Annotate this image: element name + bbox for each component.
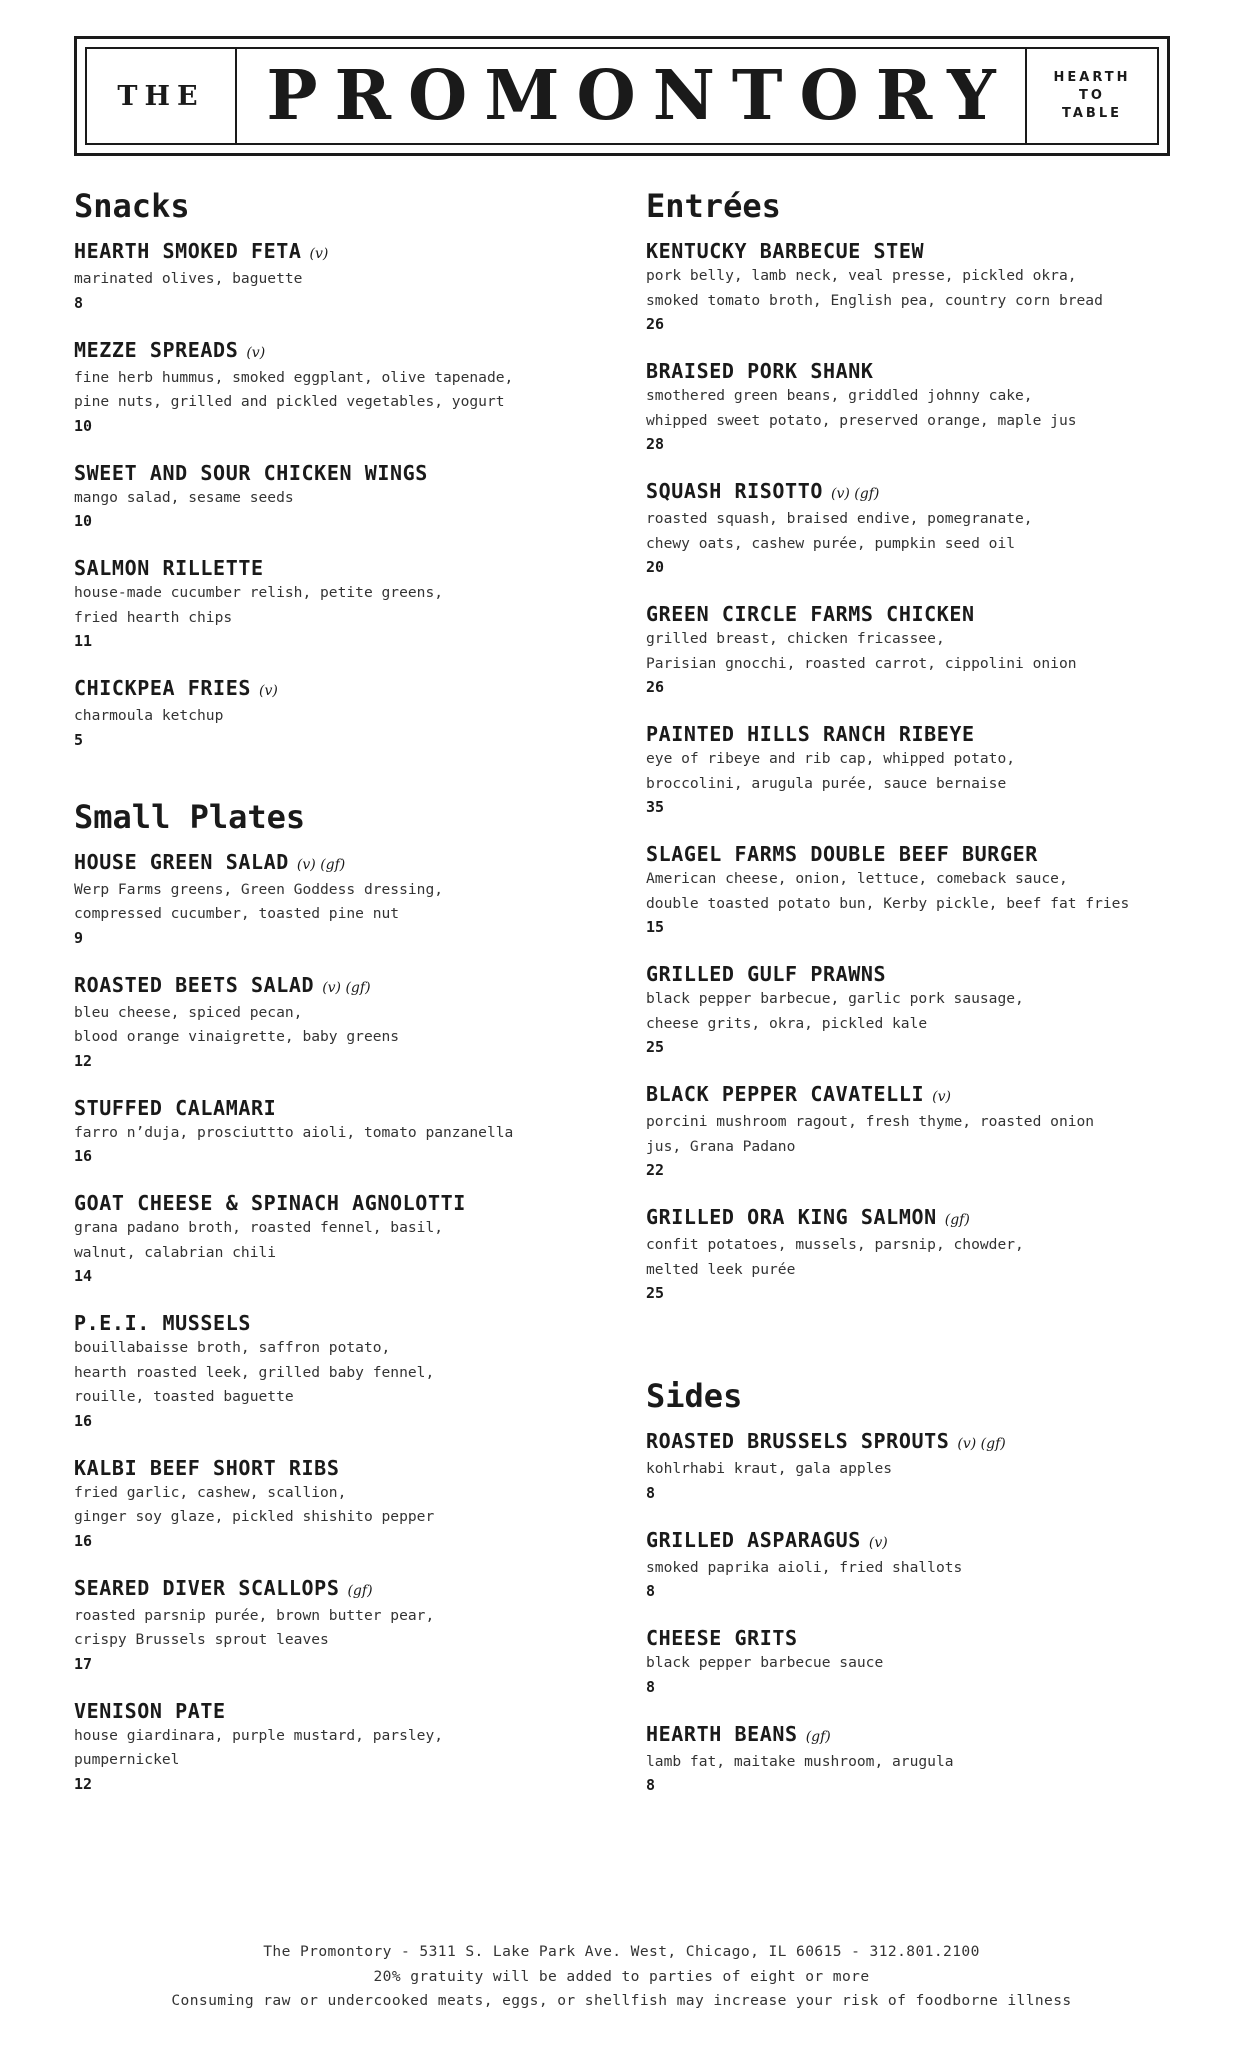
menu-item-description: eye of ribeye and rib cap, whipped potato, broccolini, arugula purée, sauce bernaise [646,750,1016,792]
menu-item-name: SLAGEL FARMS DOUBLE BEEF BURGER [646,842,1038,866]
menu-item-price: 8 [646,1677,656,1696]
menu-item-price: 12 [74,1051,93,1070]
menu-item-row [646,238,1206,264]
menu-item-description: porcini mushroom ragout, fresh thyme, roasted onion jus, Grana Padano [646,1113,1095,1155]
menu-item-price: 8 [646,1776,656,1794]
menu-item-price: 14 [74,1267,93,1285]
menu-item-description: black pepper barbecue, garlic pork sausage, cheese grits, okra, pickled kale [646,990,1024,1032]
menu-item-description: farro n’duja, prosciuttto aioli, tomato panzanella [74,1123,514,1141]
menu-item [646,1081,1206,1181]
menu-item-name: SEARED DIVER SCALLOPS [74,1575,340,1600]
menu-item-description: confit potatoes, mussels, parsnip, chowder, melted leek purée [646,1236,1024,1278]
menu-item-description: smothered green beans, griddled johnny cake, whipped sweet potato, preserved orange, maple jus [646,387,1077,429]
header-the: THE [87,49,237,143]
menu-item [74,675,634,751]
dietary-tags: (v) (gf) [957,1436,1006,1452]
menu-item-row [646,1721,1206,1750]
menu-item-row [646,1428,1206,1457]
menu-item-name: CHICKPEA FRIES [74,676,251,700]
menu-item-price: 20 [646,558,665,576]
menu-item-description: smoked paprika aioli, fried shallots [646,1558,963,1576]
menu-item-row [74,1575,634,1604]
dietary-tags: (v) (gf) [830,486,880,502]
menu-item-description: house giardinara, purple mustard, parsley, pumpernickel [74,1726,444,1768]
menu-item [74,1310,634,1432]
menu-item-name: SALMON RILLETTE [74,556,264,580]
menu-item [74,849,634,949]
menu-item-name: BRAISED PORK SHANK [646,359,874,383]
menu-header-frame [85,47,1159,145]
menu-item [646,238,1206,335]
menu-item-price: 11 [74,632,93,650]
dietary-tags: (v) [932,1089,951,1105]
menu-item-row [74,849,634,878]
menu-section-snacks [74,186,634,751]
menu-item-description: bouillabaisse broth, saffron potato, hearth roasted leek, grilled baby fennel, rouille, toasted baguette [74,1339,435,1405]
dietary-tags: (v) [246,344,266,361]
menu-item-name: GRILLED GULF PRAWNS [646,962,887,986]
menu-item [74,555,634,652]
menu-header [74,36,1170,156]
menu-item-row [74,1455,634,1481]
menu-item [74,1575,634,1675]
menu-item-description: American cheese, onion, lettuce, comeback sauce, double toasted potato bun, Kerby pickle, beef fat fries [646,870,1130,912]
menu-item-price: 15 [646,918,665,936]
menu-item-description: black pepper barbecue sauce [646,1654,884,1671]
menu-item-name: GOAT CHEESE & SPINACH AGNOLOTTI [74,1191,466,1215]
menu-item-name: PAINTED HILLS RANCH RIBEYE [646,722,975,746]
menu-item-row [646,601,1206,627]
menu-item-name: KENTUCKY BARBECUE STEW [646,239,925,263]
menu-item-description: roasted parsnip purée, brown butter pear, crispy Brussels sprout leaves [74,1606,435,1648]
dietary-tags: (gf) [347,1582,373,1599]
menu-item [646,961,1206,1058]
menu-item-name: GREEN CIRCLE FARMS CHICKEN [646,602,975,626]
menu-item-description: roasted squash, braised endive, pomegranate, chewy oats, cashew purée, pumpkin seed oil [646,510,1033,552]
menu-item [74,1095,634,1168]
menu-item [646,1721,1206,1797]
menu-item [646,478,1206,578]
menu-item-name: CHEESE GRITS [646,1626,798,1650]
menu-item-description: grana padano broth, roasted fennel, basil, walnut, calabrian chili [74,1219,444,1261]
dietary-tags: (v) (gf) [322,979,371,996]
menu-item [74,1698,634,1795]
menu-item-name: HOUSE GREEN SALAD [74,849,289,874]
menu-item-description: bleu cheese, spiced pecan, blood orange vinaigrette, baby greens [74,1003,400,1045]
footer-address: The Promontory - 5311 S. Lake Park Ave. West, Chicago, IL 60615 - 312.801.2100 [263,1943,980,1960]
menu-item-price: 26 [646,315,665,333]
menu-item-row [74,1095,634,1121]
menu-item-name: BLACK PEPPER CAVATELLI [646,1082,925,1106]
menu-item-name: SWEET AND SOUR CHICKEN WINGS [74,460,428,485]
menu-item-description: charmoula ketchup [74,707,224,724]
menu-item-price: 25 [646,1038,665,1056]
menu-item-row [646,961,1206,987]
dietary-tags: (v) [309,246,329,262]
menu-item-description: mango salad, sesame seeds [74,488,294,506]
menu-item [74,972,634,1072]
menu-footer [0,1940,1243,2014]
menu-item-price: 9 [74,928,84,947]
menu-item [646,358,1206,455]
menu-item-row [646,1527,1206,1556]
menu-item-row [646,1081,1206,1110]
menu-section-entr-es [646,186,1206,1304]
menu-item-row [74,460,634,486]
menu-item [74,1455,634,1552]
footer-warning: Consuming raw or undercooked meats, eggs, or shellfish may increase your risk of foodborne illness [171,1992,1072,2009]
menu-item-row [646,1625,1206,1651]
menu-item-price: 22 [646,1161,665,1179]
menu-item-name: MEZZE SPREADS [74,337,239,362]
menu-item-name: HEARTH SMOKED FETA [74,239,302,263]
menu-item-description: lamb fat, maitake mushroom, arugula [646,1752,954,1770]
menu-item-description: kohlrhabi kraut, gala apples [646,1460,893,1477]
left-column [74,186,634,1818]
menu-item-row [646,721,1206,747]
right-column [646,186,1206,1819]
menu-item-price: 17 [74,1654,93,1673]
menu-item-row [646,358,1206,384]
menu-item-description: fried garlic, cashew, scallion, ginger soy glaze, pickled shishito pepper [74,1483,435,1525]
menu-item-row [74,337,634,366]
menu-item-price: 12 [74,1774,93,1793]
menu-item-price: 10 [74,416,93,435]
menu-item-price: 8 [74,293,84,312]
menu-item-name: VENISON PATE [74,1698,226,1723]
menu-item-price: 16 [74,1531,93,1550]
dietary-tags: (v) (gf) [296,856,346,873]
menu-section-small-plates [74,797,634,1795]
menu-item-price: 5 [74,730,84,749]
menu-item [646,1527,1206,1603]
menu-item-name: ROASTED BEETS SALAD [74,972,315,997]
restaurant-name: PROMONTORY [266,56,1013,136]
menu-item-price: 8 [646,1483,656,1502]
section-title: Small Plates [74,797,306,836]
footer-gratuity: 20% gratuity will be added to parties of eight or more [373,1967,870,1985]
menu-item-row [74,1310,634,1336]
menu-item-row [646,478,1206,507]
section-title: Snacks [74,187,190,225]
dietary-tags: (gf) [805,1728,831,1745]
menu-item [646,1204,1206,1304]
menu-item-price: 28 [646,435,665,453]
menu-item [646,1625,1206,1698]
menu-section-sides [646,1376,1206,1796]
menu-item-price: 10 [74,512,93,530]
menu-item-name: GRILLED ASPARAGUS [646,1527,861,1552]
menu-item-row [646,841,1206,867]
menu-item [646,1428,1206,1504]
menu-item [646,721,1206,818]
section-title: Entrées [646,187,781,225]
menu-item-description: fine herb hummus, smoked eggplant, olive tapenade, pine nuts, grilled and pickled vegetables, yogurt [74,368,514,410]
menu-item-row [74,972,634,1001]
dietary-tags: (gf) [944,1212,970,1228]
menu-item-price: 35 [646,798,665,816]
menu-item-price: 26 [646,678,665,696]
menu-item-description: marinated olives, baguette [74,270,303,287]
menu-item-name: GRILLED ORA KING SALMON [646,1205,937,1229]
dietary-tags: (v) [258,683,278,699]
menu-item-description: house-made cucumber relish, petite greens, fried hearth chips [74,584,444,626]
menu-item [646,841,1206,938]
menu-item-row [74,238,634,267]
menu-item-row [74,1190,634,1216]
menu-item [74,460,634,533]
menu-item-name: ROASTED BRUSSELS SPROUTS [646,1429,950,1453]
menu-item-name: P.E.I. MUSSELS [74,1311,251,1335]
menu-item [74,1190,634,1287]
menu-item-row [74,1698,634,1724]
menu-item [74,238,634,314]
menu-item-name: STUFFED CALAMARI [74,1095,277,1120]
menu-item-price: 16 [74,1411,93,1430]
menu-item-name: HEARTH BEANS [646,1721,798,1746]
menu-item-row [74,675,634,704]
menu-item-price: 16 [74,1147,93,1165]
menu-item [646,601,1206,698]
menu-item-description: grilled breast, chicken fricassee, Parisian gnocchi, roasted carrot, cippolini onion [646,630,1077,672]
menu-item-price: 8 [646,1582,656,1600]
menu-item-row [646,1204,1206,1233]
header-tagline: HEARTH TO TABLE [1025,49,1157,143]
section-title: Sides [646,1377,743,1415]
menu-item-description: pork belly, lamb neck, veal presse, pickled okra, smoked tomato broth, English pea, country corn bread [646,267,1103,309]
menu-item-name: SQUASH RISOTTO [646,479,823,503]
menu-item [74,337,634,437]
menu-item-row [74,555,634,581]
menu-item-price: 25 [646,1284,665,1302]
menu-item-description: Werp Farms greens, Green Goddess dressing, compressed cucumber, toasted pine nut [74,880,444,922]
menu-item-name: KALBI BEEF SHORT RIBS [74,1455,340,1480]
dietary-tags: (v) [868,1534,888,1551]
